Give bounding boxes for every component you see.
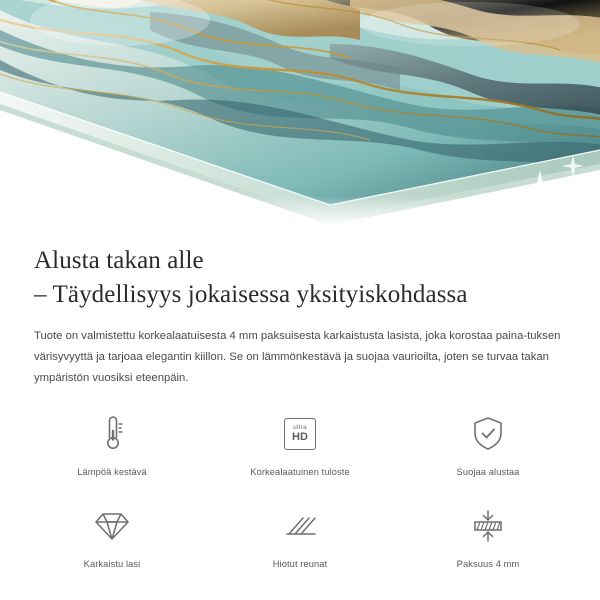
ultra-hd-icon	[284, 411, 316, 457]
feature-item-print-quality	[206, 411, 394, 503]
feature-label: Hiotut reunat	[272, 559, 328, 569]
diamond-icon	[93, 503, 131, 549]
feature-item-protection	[394, 411, 582, 503]
page-title	[34, 228, 566, 312]
hero-image	[0, 0, 600, 228]
text-content	[0, 228, 600, 389]
thermometer-icon	[95, 411, 129, 457]
polished-edges-icon	[282, 503, 318, 549]
description-paragraph: Tuote on valmistettu korkealaatuisesta 4 mm paksuisesta karkaistusta lasista, joka korostaa paina-tuksen värisyvyyttä ja tarjoaa elegantin kiillon. Se on lämmönkestävä ja suojaa vaurioilta, joten se turvaa takan ympäristön vuosiksi eteenpäin.	[34, 330, 561, 384]
feature-label: Karkaistu lasi	[83, 559, 141, 569]
feature-label: Korkealaatuinen tuloste	[250, 467, 350, 477]
feature-item-tempered-glass	[18, 503, 206, 595]
feature-grid	[0, 389, 600, 595]
headline-line-1: Alusta takan alle	[34, 247, 204, 274]
marble-glass-illustration	[0, 0, 600, 228]
ultra-hd-badge-bottom: HD	[292, 431, 308, 444]
thickness-icon	[469, 503, 507, 549]
feature-item-thickness	[394, 503, 582, 595]
feature-label: Suojaa alustaa	[456, 467, 520, 477]
headline-line-2: – Täydellisyys jokaisessa yksityiskohdassa	[34, 281, 468, 308]
ultra-hd-badge-top: ultra	[293, 423, 307, 431]
feature-label: Lämpöä kestävä	[77, 467, 147, 477]
feature-label: Paksuus 4 mm	[456, 559, 520, 569]
shield-check-icon	[471, 411, 505, 457]
feature-item-heat-resistant	[18, 411, 206, 503]
feature-item-polished-edges	[206, 503, 394, 595]
